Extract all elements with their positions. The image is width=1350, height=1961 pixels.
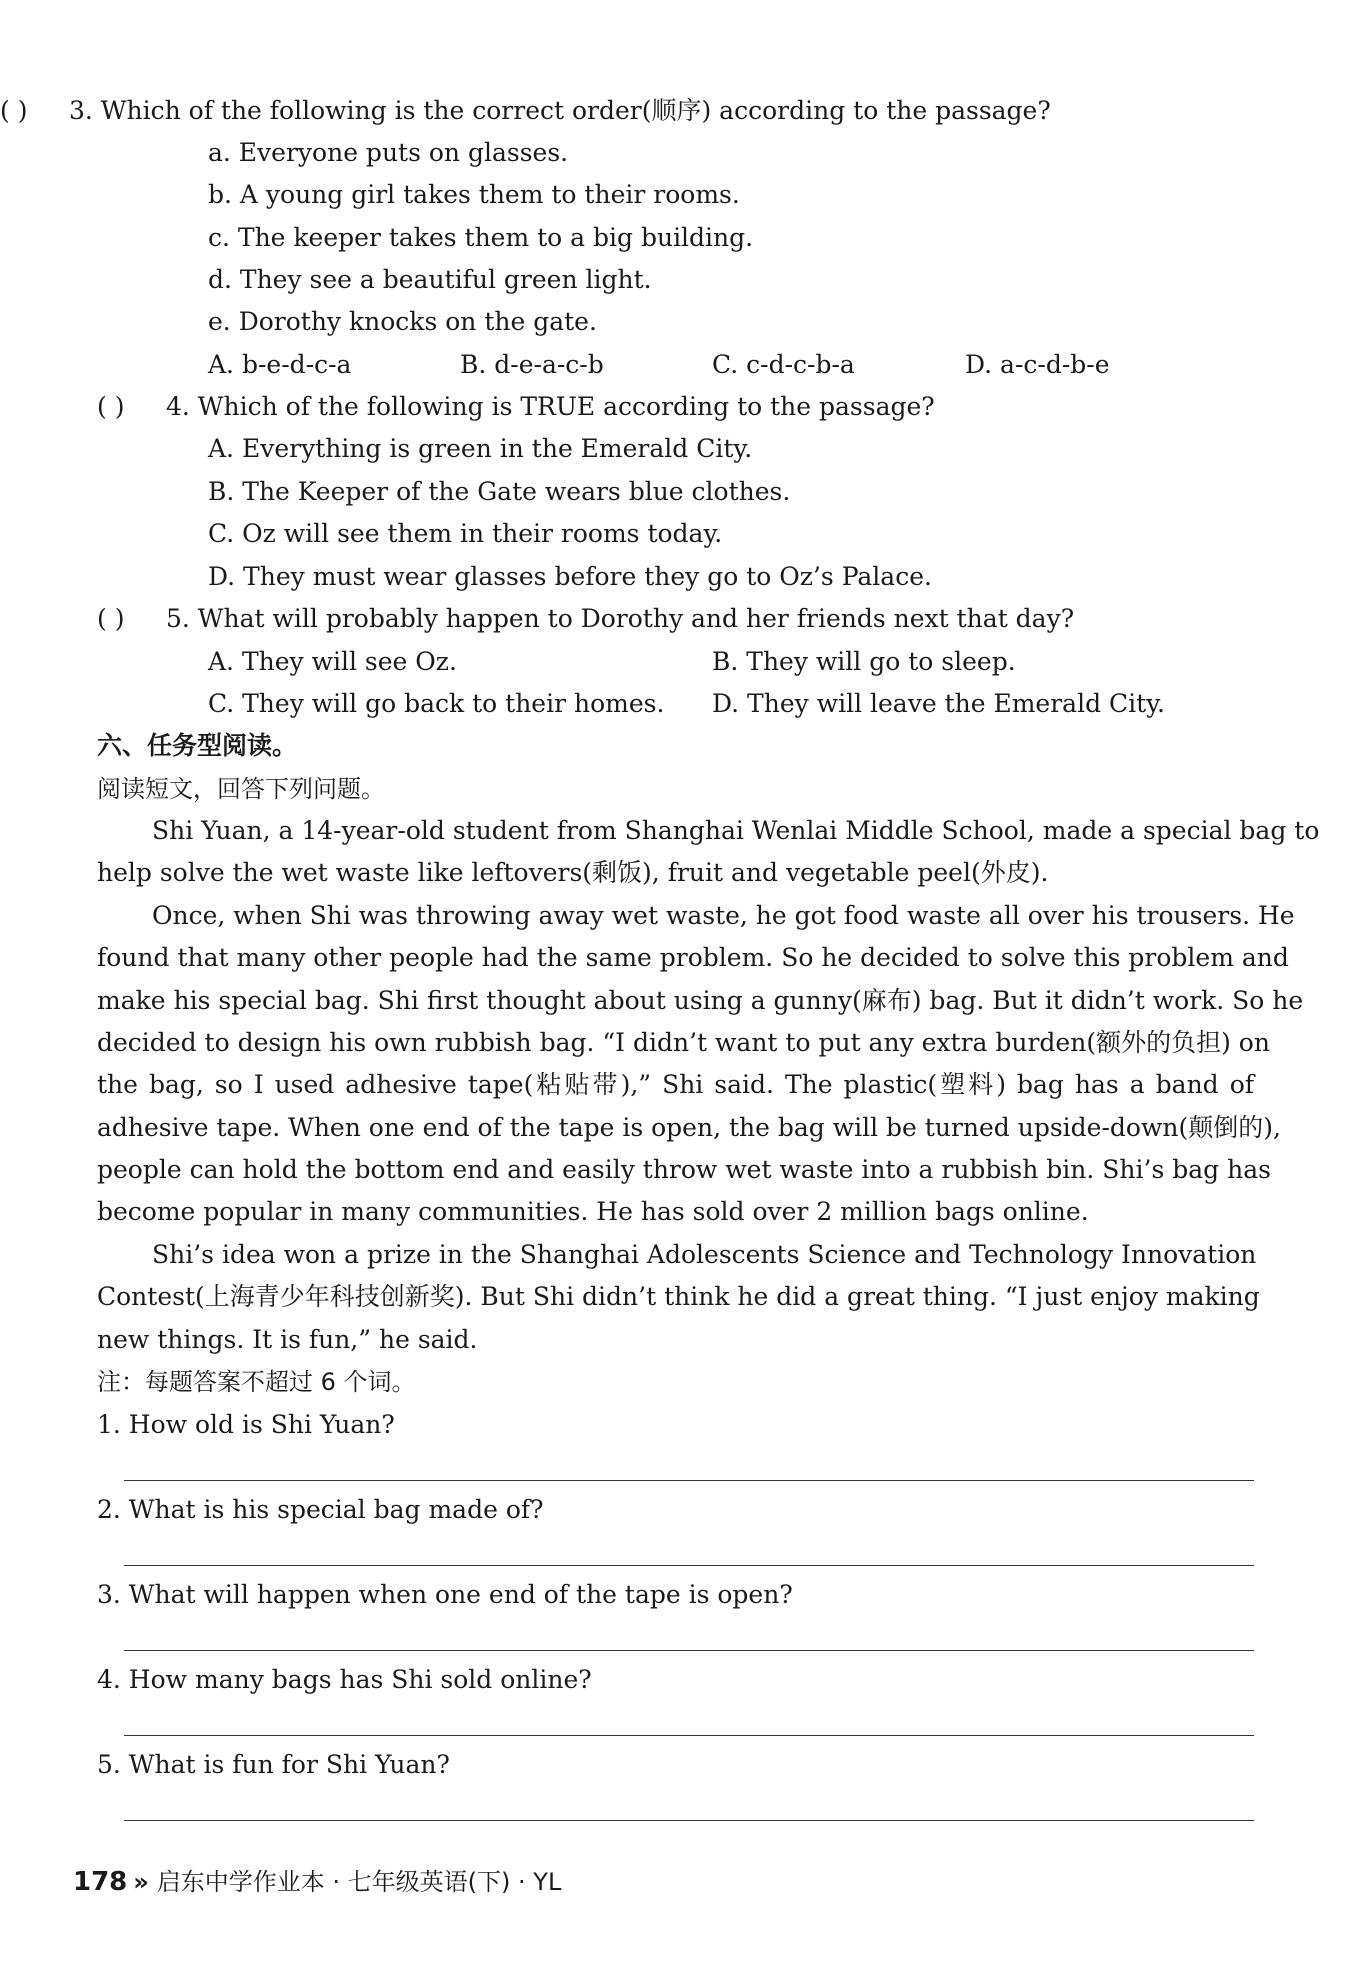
- short-question-4: 4. How many bags has Shi sold online?: [97, 1665, 592, 1694]
- question-text: 5. What will probably happen to Dorothy and her friends next that day?: [166, 604, 1075, 633]
- question-4: [97, 390, 935, 424]
- answer-blank[interactable]: ( ): [0, 96, 28, 125]
- answer-blank[interactable]: ( ): [97, 392, 125, 421]
- question-5: [97, 602, 1075, 636]
- passage-line: help solve the wet waste like leftovers(剩饭), fruit and vegetable peel(外皮).: [97, 858, 1049, 887]
- passage-line: become popular in many communities. He has sold over 2 million bags online.: [97, 1197, 1089, 1226]
- section-title: 六、任务型阅读。: [97, 731, 298, 760]
- short-question-3: 3. What will happen when one end of the tape is open?: [97, 1580, 793, 1609]
- choice-a: A. b-e-d-c-a: [208, 350, 352, 379]
- passage-line: Once, when Shi was throwing away wet waste, he got food waste all over his trousers. He: [152, 901, 1295, 930]
- passage-line: make his special bag. Shi first thought about using a gunny(麻布) bag. But it didn’t work. So he: [97, 986, 1304, 1015]
- sequence-item: a. Everyone puts on glasses.: [208, 138, 569, 167]
- passage-line: the bag, so I used adhesive tape(粘贴带),” Shi said. The plastic(塑料) bag has a band of: [97, 1070, 1254, 1099]
- question-text: 3. Which of the following is the correct order(顺序) according to the passage?: [69, 96, 1051, 125]
- choice-b: B. d-e-a-c-b: [460, 350, 604, 379]
- choice-d: D. They will leave the Emerald City.: [712, 689, 1165, 718]
- sequence-item: b. A young girl takes them to their rooms.: [208, 180, 740, 209]
- short-question-2: 2. What is his special bag made of?: [97, 1495, 544, 1524]
- answer-line-1[interactable]: [124, 1480, 1254, 1481]
- chevron-icon: »: [133, 1868, 149, 1896]
- section-instruction: 阅读短文，回答下列问题。: [97, 775, 385, 803]
- answer-line-4[interactable]: [124, 1735, 1254, 1736]
- choice-c: C. Oz will see them in their rooms today.: [208, 519, 723, 548]
- choice-a: A. Everything is green in the Emerald City.: [208, 434, 753, 463]
- passage-line: new things. It is fun,” he said.: [97, 1325, 478, 1354]
- short-question-5: 5. What is fun for Shi Yuan?: [97, 1750, 450, 1779]
- passage-line: found that many other people had the same problem. So he decided to solve this problem and: [97, 943, 1289, 972]
- question-text: 4. Which of the following is TRUE according to the passage?: [166, 392, 935, 421]
- passage-line: Shi’s idea won a prize in the Shanghai Adolescents Science and Technology Innovation: [152, 1240, 1257, 1269]
- choice-d: D. They must wear glasses before they go to Oz’s Palace.: [208, 562, 932, 591]
- passage-line: decided to design his own rubbish bag. “I didn’t want to put any extra burden(额外的负担) on: [97, 1028, 1270, 1057]
- sequence-item: d. They see a beautiful green light.: [208, 265, 652, 294]
- choice-d: D. a-c-d-b-e: [965, 350, 1110, 379]
- passage-line: adhesive tape. When one end of the tape is open, the bag will be turned upside-down(颠倒的),: [97, 1113, 1281, 1142]
- passage-line: people can hold the bottom end and easily throw wet waste into a rubbish bin. Shi’s bag has: [97, 1155, 1271, 1184]
- choice-a: A. They will see Oz.: [208, 647, 457, 676]
- passage-line: Shi Yuan, a 14-year-old student from Shanghai Wenlai Middle School, made a special bag to: [152, 816, 1320, 845]
- answer-line-3[interactable]: [124, 1650, 1254, 1651]
- answer-line-2[interactable]: [124, 1565, 1254, 1566]
- page-footer: [73, 1862, 561, 1897]
- short-question-1: 1. How old is Shi Yuan?: [97, 1410, 395, 1439]
- choice-c: C. They will go back to their homes.: [208, 689, 665, 718]
- answer-note: 注：每题答案不超过 6 个词。: [97, 1368, 416, 1396]
- sequence-item: c. The keeper takes them to a big building.: [208, 223, 754, 252]
- page-number: 178: [73, 1867, 128, 1897]
- answer-line-5[interactable]: [124, 1820, 1254, 1821]
- choice-b: B. The Keeper of the Gate wears blue clothes.: [208, 477, 791, 506]
- footer-title: 启东中学作业本 · 七年级英语(下) · YL: [156, 1868, 562, 1896]
- choice-b: B. They will go to sleep.: [712, 647, 1016, 676]
- answer-blank[interactable]: ( ): [97, 604, 125, 633]
- passage-line: Contest(上海青少年科技创新奖). But Shi didn’t think he did a great thing. “I just enjoy making: [97, 1282, 1260, 1311]
- sequence-item: e. Dorothy knocks on the gate.: [208, 307, 597, 336]
- choice-c: C. c-d-c-b-a: [712, 350, 855, 379]
